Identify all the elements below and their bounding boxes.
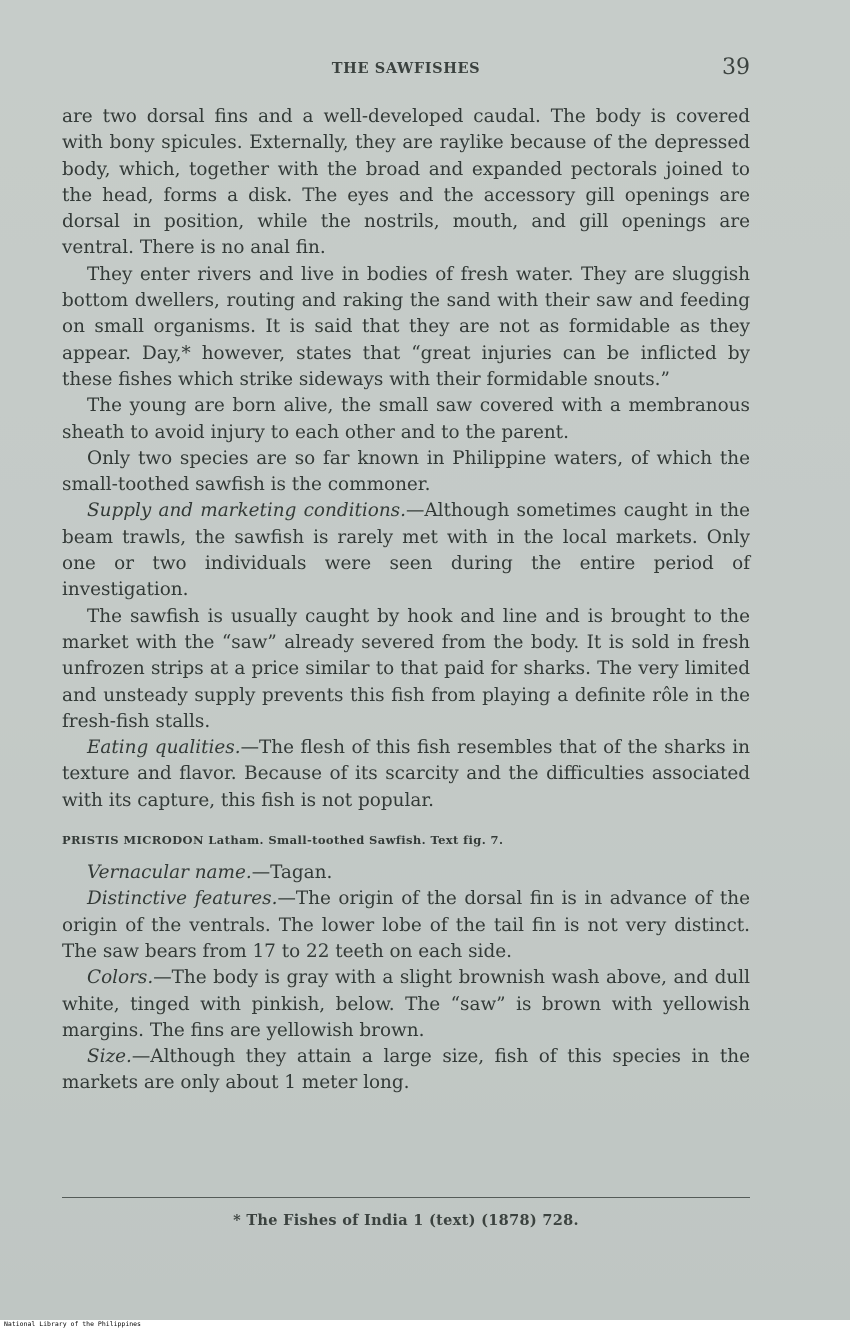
paragraph-colors [62, 965, 750, 1044]
supply-text: —Although sometimes caught in the beam trawls, the sawfish is rarely met with in the local markets. Only one or two individuals were seen during the entire period of investigation. [62, 500, 750, 601]
paragraph-vernacular [62, 860, 750, 886]
paragraph-habitat: They enter rivers and live in bodies of fresh water. They are sluggish bottom dwellers, routing and raking the sand with their saw and feeding on small organisms. It is said that they are not as formidable as they appear. Day,* however, states that “great injuries can be inflicted by these fishes which strike sideways with their formidable snouts.” [62, 263, 750, 390]
running-title: THE SAWFISHES [331, 60, 481, 77]
size-heading: Size. [87, 1046, 132, 1068]
footnote: * The Fishes of India 1 (text) (1878) 728. [233, 1212, 579, 1229]
eating-heading: Eating qualities. [87, 737, 241, 759]
colors-heading: Colors. [87, 967, 154, 989]
paragraph-continuation: are two dorsal fins and a well-developed caudal. The body is covered with bony spicules. Externally, they are raylike because of the depressed body, which, together with the broad and expanded pectorals joined to the head, forms a disk. The eyes and the accessory gill openings are dorsal in position, while the nostrils, mouth, and gill openings are ventral. There is no anal fin. [62, 106, 750, 259]
running-head [62, 55, 750, 82]
body-text [62, 104, 750, 1097]
vernacular-text: —Tagan. [251, 862, 333, 884]
species-heading: PRISTIS MICRODON Latham. Small-toothed Sawfish. Text fig. 7. [62, 833, 504, 848]
paragraph-size [62, 1044, 750, 1097]
paragraph-supply-2: The sawfish is usually caught by hook and line and is brought to the market with the “saw” already severed from the body. It is sold in fresh unfrozen strips at a price similar to that paid for sharks. The very limited and unsteady supply prevents this fish from playing a definite rôle in the fresh-fish stalls. [62, 605, 750, 732]
paragraph-species-count: Only two species are so far known in Philippine waters, of which the small-toothed sawfish is the commoner. [62, 447, 750, 496]
vernacular-heading: Vernacular name. [87, 862, 252, 884]
colors-text: —The body is gray with a slight brownish wash above, and dull white, tinged with pinkish, below. The “saw” is brown with yellowish margins. The fins are yellowish brown. [62, 967, 750, 1041]
page-number: 39 [722, 55, 750, 80]
library-watermark-label: National Library of the Philippines [4, 1320, 141, 1328]
paragraph-supply [62, 498, 750, 603]
footnote-rule [62, 1197, 750, 1198]
paragraph-eating [62, 735, 750, 814]
size-text: —Although they attain a large size, fish of this species in the markets are only about 1 meter long. [62, 1046, 750, 1094]
supply-heading: Supply and marketing conditions. [87, 500, 406, 522]
paragraph-young: The young are born alive, the small saw covered with a membranous sheath to avoid injury to each other and to the parent. [62, 395, 750, 443]
distinctive-heading: Distinctive features. [87, 888, 278, 910]
distinctive-text: —The origin of the dorsal fin is in advance of the origin of the ventrals. The lower lobe of the tail fin is not very distinct. The saw bears from 17 to 22 teeth on each side. [62, 888, 750, 962]
eating-text: —The flesh of this fish resembles that of the sharks in texture and flavor. Because of its scarcity and the difficulties associated with its capture, this fish is not popular. [62, 737, 750, 811]
paragraph-distinctive [62, 886, 750, 965]
